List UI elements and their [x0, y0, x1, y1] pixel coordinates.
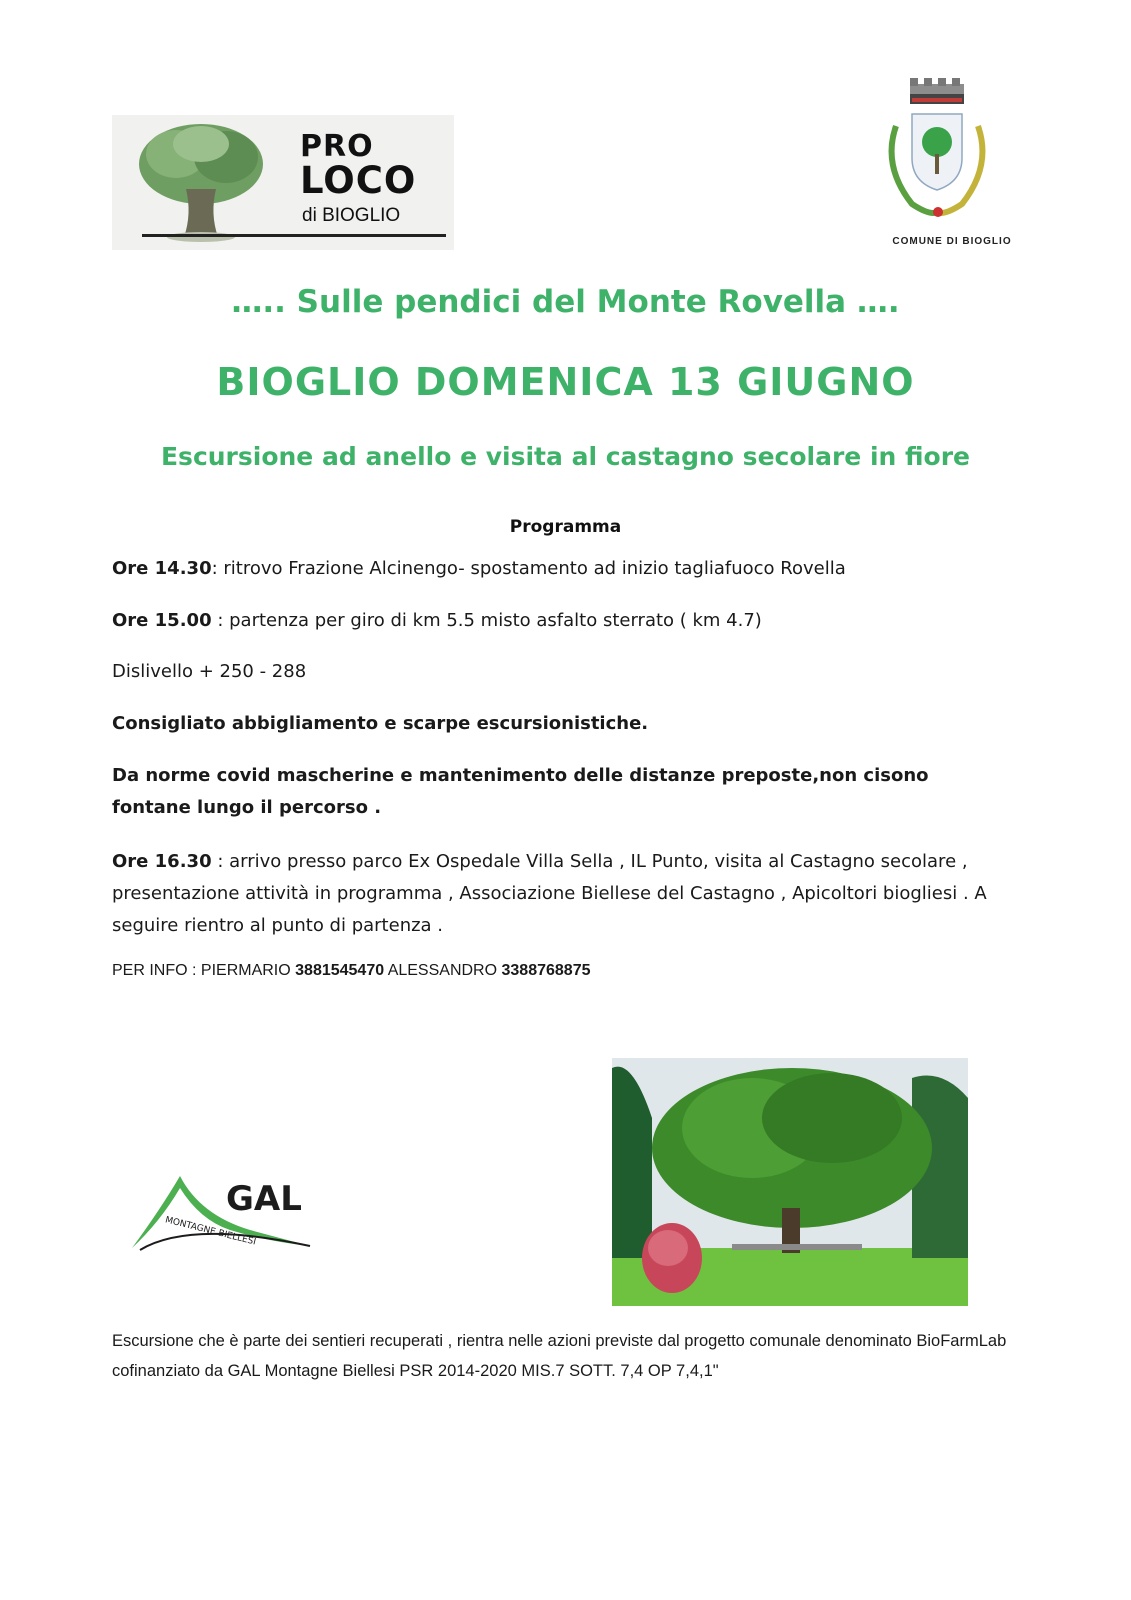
abbigliamento-note: Consigliato abbigliamento e scarpe escursionistiche. — [112, 713, 649, 734]
gal-name: GAL — [226, 1179, 302, 1219]
comune-label: COMUNE DI BIOGLIO — [892, 236, 1012, 247]
proloco-place: di BIOGLIO — [302, 205, 401, 226]
programma-heading: Programma — [509, 517, 622, 537]
tree-photo-icon — [612, 1058, 968, 1306]
tree-icon — [126, 119, 276, 245]
schedule-time: Ore 16.30 — [112, 851, 212, 872]
dislivello: Dislivello + 250 - 288 — [112, 661, 307, 682]
phone-piermario: 3881545470 — [295, 962, 385, 979]
schedule-time: Ore 15.00 — [112, 610, 212, 631]
schedule-line: Ore 16.30 : arrivo presso parco Ex Ospedale Villa Sella , IL Punto, visita al Castagno secolare , presentazione attività in programma , Associazione Biellese del Castagno , Apicoltori biogliesi . A seguire rientro al punto di partenza . — [112, 851, 987, 936]
chestnut-tree-photo — [612, 1058, 968, 1306]
subtitle: ….. Sulle pendici del Monte Rovella …. — [231, 284, 900, 320]
schedule-text: partenza per giro di km 5.5 misto asfalto sterrato ( km 4.7) — [229, 610, 762, 631]
schedule-time: Ore 14.30 — [112, 558, 212, 579]
schedule-line: Ore 15.00 : partenza per giro di km 5.5 misto asfalto sterrato ( km 4.7) — [112, 610, 762, 631]
excursion-heading: Escursione ad anello e visita al castagno secolare in fiore — [160, 442, 971, 471]
schedule-text: arrivo presso parco Ex Ospedale Villa Sella , IL Punto, visita al Castagno secolare , presentazione attività in programma , Associazione Biellese del Castagno , Apicoltori biogliesi . A seguire rientro al punto di partenza . — [112, 851, 987, 936]
proloco-logo — [112, 115, 454, 250]
contact-info: PER INFO : PIERMARIO 3881545470 ALESSANDRO 3388768875 — [112, 962, 591, 979]
gal-sub: MONTAGNE BIELLESI — [163, 1215, 257, 1248]
divider — [142, 234, 446, 237]
proloco-loco: LOCO — [300, 159, 417, 202]
gal-logo — [130, 1160, 330, 1280]
schedule-line: Ore 14.30: ritrovo Frazione Alcinengo- spostamento ad inizio tagliafuoco Rovella — [112, 558, 846, 579]
footer-note: Escursione che è parte dei sentieri recuperati , rientra nelle azioni previste dal progetto comunale denominato BioFarmLab cofinanziato da GAL Montagne Biellesi PSR 2014-2020 MIS.7 SOTT. 7,4 OP 7,4,1" — [112, 1332, 1007, 1380]
schedule-text: ritrovo Frazione Alcinengo- spostamento ad inizio tagliafuoco Rovella — [223, 558, 846, 579]
proloco-pro: PRO — [300, 129, 374, 164]
covid-note: Da norme covid mascherine e mantenimento delle distanze preposte,non cisono fontane lungo il percorso . — [112, 765, 929, 818]
phone-alessandro: 3388768875 — [501, 962, 591, 979]
coat-of-arms-icon — [872, 76, 1032, 234]
page-title: BIOGLIO DOMENICA 13 GIUGNO — [216, 360, 915, 404]
mountain-icon — [130, 1160, 330, 1280]
comune-logo — [872, 76, 1032, 256]
